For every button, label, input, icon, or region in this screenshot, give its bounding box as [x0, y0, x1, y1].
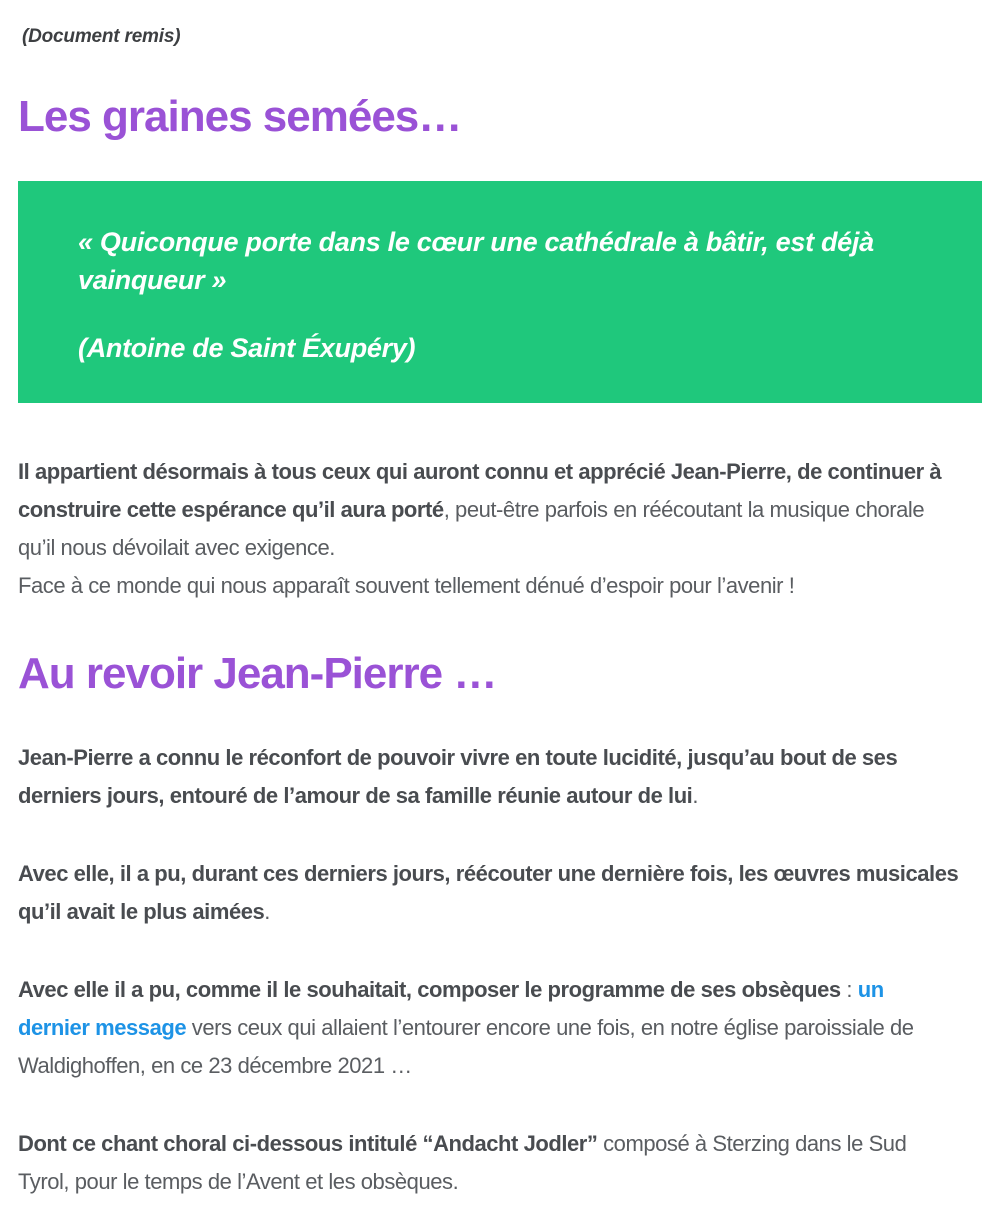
dernier-message-link[interactable]: un dernier message [18, 976, 884, 1040]
paragraph-andacht-jodler-regular: composé à Sterzing dans le Sud Tyrol, pour le temps de l’Avent et les obsèques. [18, 1130, 907, 1194]
paragraph-obseques [18, 971, 960, 1085]
paragraph-esperance [18, 453, 960, 605]
paragraph-esperance-bold: Il appartient désormais à tous ceux qui auront connu et apprécié Jean-Pierre, de continuer à construire cette espérance qu’il aura porté [18, 459, 942, 523]
quote-text: « Quiconque porte dans le cœur une cathédrale à bâtir, est déjà vainqueur » [78, 227, 874, 296]
paragraph-andacht-jodler [18, 1125, 960, 1201]
paragraph-lucidite [18, 739, 960, 815]
paragraph-obseques-regular: vers ceux qui allaient l’entourer encore une fois, en notre église paroissiale de Waldighoffen, en ce 23 décembre 2021 … [18, 1014, 914, 1078]
heading-au-revoir-jean-pierre: Au revoir Jean-Pierre … [18, 649, 497, 699]
paragraph-oeuvres-musicales-regular: . [264, 898, 270, 924]
document-note: (Document remis) [22, 26, 181, 47]
paragraph-oeuvres-musicales-bold: Avec elle, il a pu, durant ces derniers jours, réécouter une dernière fois, les œuvres musicales qu’il avait le plus aimées [18, 860, 959, 924]
heading-les-graines-semees: Les graines semées… [18, 92, 462, 141]
paragraph-obseques-bold: Avec elle il a pu, comme il le souhaitait, composer le programme de ses obsèques [18, 976, 841, 1002]
paragraph-obseques-separator: : [840, 976, 858, 1002]
paragraph-oeuvres-musicales [18, 855, 960, 931]
quote-attribution: (Antoine de Saint Éxupéry) [78, 333, 416, 364]
quote-block [18, 181, 982, 403]
paragraph-esperance-line2: Face à ce monde qui nous apparaît souvent tellement dénué d’espoir pour l’avenir ! [18, 573, 795, 599]
paragraph-esperance-regular: , peut-être parfois en réécoutant la musique chorale qu’il nous dévoilait avec exigence. [18, 497, 925, 561]
paragraph-lucidite-bold: Jean-Pierre a connu le réconfort de pouvoir vivre en toute lucidité, jusqu’au bout de ses derniers jours, entouré de l’amour de sa famille réunie autour de lui [18, 744, 898, 808]
paragraph-andacht-jodler-bold: Dont ce chant choral ci-dessous intitulé “Andacht Jodler” [18, 1130, 598, 1156]
paragraph-lucidite-regular: . [692, 782, 699, 808]
